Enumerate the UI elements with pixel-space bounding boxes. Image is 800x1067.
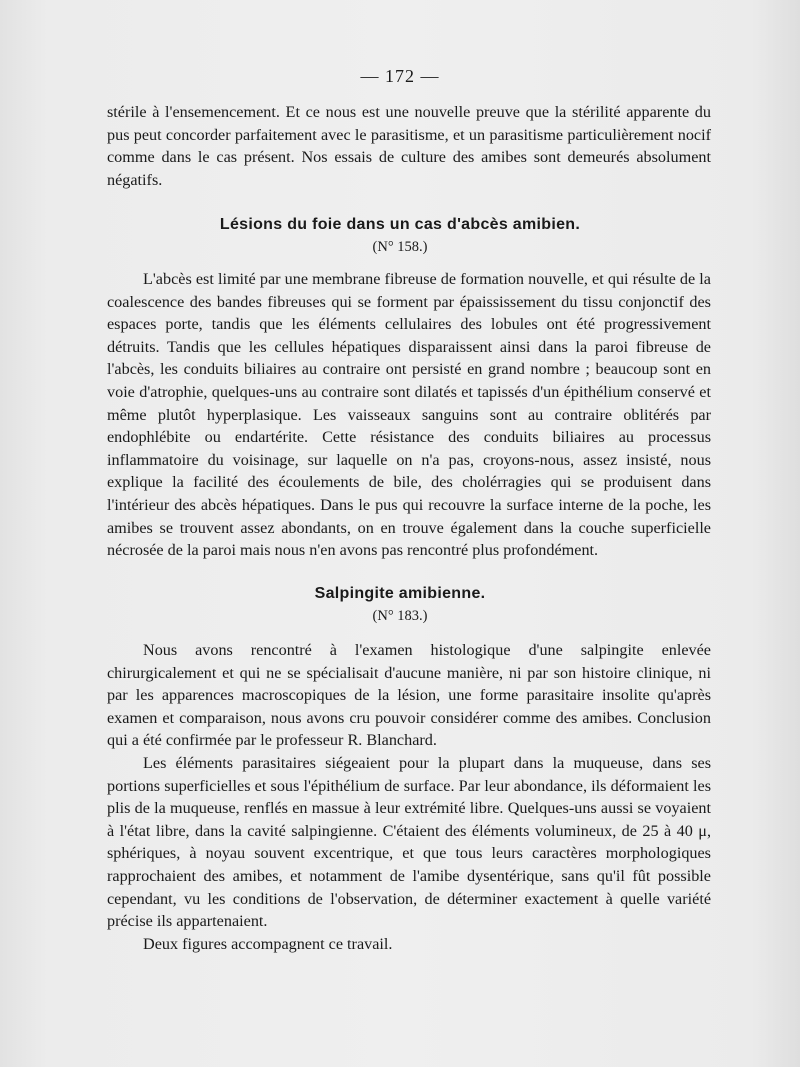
intro-paragraph: stérile à l'ensemencement. Et ce nous est une nouvelle preuve que la stérilité apparente du pus peut concorder parfaitement avec le parasitisme, et un parasitisme particulièrement nocif comme dans le cas présent. Nos essais de culture des amibes sont demeurés absolument négatifs.	[107, 103, 711, 189]
section-reference-158: (N° 158.)	[372, 239, 428, 255]
section-title-liver: Lésions du foie dans un cas d'abcès amibien.	[219, 216, 581, 233]
section-title-salpingitis: Salpingite amibienne.	[314, 585, 486, 602]
salpingitis-paragraph-3: Deux figures accompagnent ce travail.	[143, 934, 393, 953]
section-body-liver	[107, 268, 711, 562]
section-body-salpingitis	[107, 639, 711, 955]
section-reference-183: (N° 183.)	[372, 608, 428, 624]
salpingitis-paragraph-1: Nous avons rencontré à l'examen histologique d'une salpingite enlevée chirurgicalement et qui ne se spécialisait d'aucune manière, ni par son histoire clinique, ni par les apparences macroscopiques de la lésion, une forme parasitaire insolite qu'après examen et comparaison, nous avons cru pouvoir considérer comme des amibes. Conclusion qui a été confirmée par le professeur R. Blanchard.	[107, 641, 711, 750]
intro-text	[107, 101, 711, 191]
page-number: — 172 —	[360, 66, 440, 86]
liver-paragraph: L'abcès est limité par une membrane fibreuse de formation nouvelle, et qui résulte de la coalescence des bandes fibreuses qui se forment par épaississement du tissu conjonctif des espaces porte, tandis que les éléments cellulaires des lobules ont été progressivement détruits. Tandis que les cellules hépatiques disparaissent ainsi dans la paroi fibreuse de l'abcès, les conduits biliaires au contraire ont persisté en grand nombre ; beaucoup sont en voie d'atrophie, quelques-uns au contraire sont dilatés et tapissés d'un épithélium conservé et même plutôt hyperplasique. Les vaisseaux sanguins sont au contraire oblitérés par endophlébite ou endartérite. Cette résistance des conduits biliaires au processus inflammatoire du voisinage, sur laquelle on n'a pas, croyons-nous, assez insisté, nous explique la facilité des écoulements de bile, des cholérragies qui se produisent dans l'intérieur des abcès hépatiques. Dans le pus qui recouvre la surface interne de la poche, les amibes se trouvent assez abondants, on en trouve également dans la couche superficielle nécrosée de la paroi mais nous n'en avons pas rencontré plus profondément.	[107, 270, 711, 560]
salpingitis-paragraph-2: Les éléments parasitaires siégeaient pour la plupart dans la muqueuse, dans ses portions superficielles et sous l'épithélium de surface. Par leur abondance, ils déformaient les plis de la muqueuse, renflés en massue à leur extrémité libre. Quelques-uns aussi se voyaient à l'état libre, dans la cavité salpingienne. C'étaient des éléments volumineux, de 25 à 40 μ, sphériques, à noyau souvent excentrique, et que tous leurs caractères morphologiques rapprochaient des amibes, et notamment de l'amibe dysentérique, sans qu'il fût possible cependant, vu les conditions de l'observation, de déterminer exactement à quelle variété précise ils appartenaient.	[107, 753, 711, 931]
